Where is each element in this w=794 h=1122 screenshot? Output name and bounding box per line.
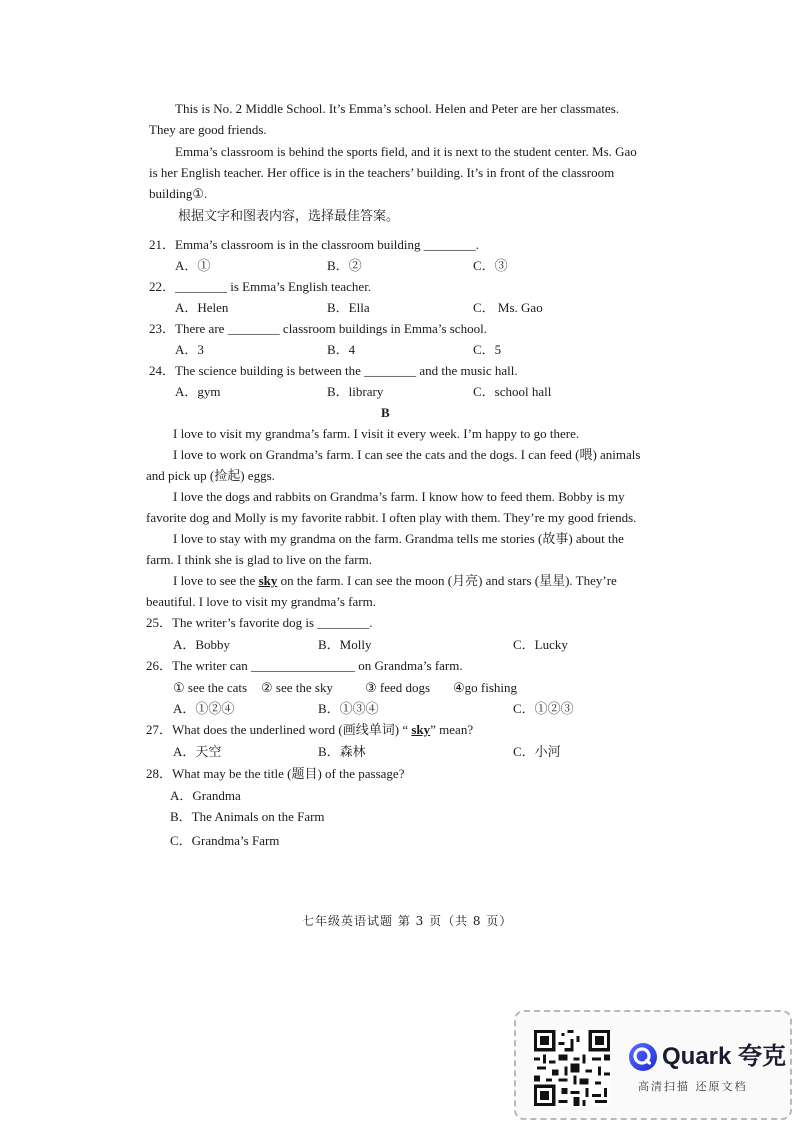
- option-c: C． Ms. Gao: [473, 300, 543, 315]
- option-a: A．3: [175, 342, 204, 357]
- passage-line: I love to visit my grandma’s farm. I visit it every week. I’m happy to go there.: [173, 426, 580, 441]
- option-b: B．Ella: [327, 300, 370, 315]
- question-stem: 23．There are ________ classroom buildings in Emma’s school.: [149, 321, 487, 336]
- question-stem: 24．The science building is between the ________ and the music hall.: [149, 363, 518, 378]
- option-a: A．①: [175, 258, 211, 273]
- question-stem: 28．What may be the title (题目) of the passage?: [146, 766, 405, 781]
- passage-line: building①.: [149, 186, 208, 201]
- option-a: A．天空: [173, 744, 222, 759]
- brand-name: Quark 夸克: [662, 1043, 787, 1070]
- choice-item: ② see the sky: [261, 680, 333, 695]
- brand-tagline: 高清扫描 还原文档: [638, 1080, 748, 1093]
- passage-line: Emma’s classroom is behind the sports field, and it is next to the student center. Ms. Gao: [175, 144, 637, 159]
- option-a: A．Bobby: [173, 637, 231, 652]
- choice-item: ① see the cats: [173, 680, 248, 695]
- instruction: 根据文字和图表内容，选择最佳答案。: [178, 209, 400, 224]
- scan-watermark: [514, 1010, 792, 1120]
- option-c: C．③: [473, 258, 508, 273]
- text-fragment: 27．What does the underlined word (画线单词) “: [146, 722, 412, 737]
- option-c: C．5: [473, 342, 502, 357]
- option-a: A．Grandma: [170, 788, 241, 803]
- passage-line: I love to stay with my grandma on the farm. Grandma tells me stories (故事) about the: [173, 531, 624, 546]
- question-stem: 26．The writer can ________________ on Grandma’s farm.: [146, 658, 463, 673]
- option-c: C．小河: [513, 744, 561, 759]
- passage-line: I love to work on Grandma’s farm. I can see the cats and the dogs. I can feed (喂) animals: [173, 447, 641, 462]
- passage-line: is her English teacher. Her office is in the teachers’ building. It’s in front of the classroom: [149, 165, 615, 180]
- underlined-word: sky: [411, 722, 431, 737]
- text-fragment: I love to see the: [173, 573, 259, 588]
- option-c: C．Grandma’s Farm: [170, 833, 280, 848]
- option-b: B．library: [327, 384, 384, 399]
- option-a: A．①②④: [173, 701, 235, 716]
- passage-line: This is No. 2 Middle School. It’s Emma’s school. Helen and Peter are her classmates.: [175, 101, 620, 116]
- page-footer: 七年级英语试题 第 3 页（共 8 页）: [302, 914, 513, 928]
- text-fragment: ” mean?: [430, 722, 474, 737]
- choice-item: ④go fishing: [453, 680, 518, 695]
- option-a: A．gym: [175, 384, 221, 399]
- option-a: A．Helen: [175, 300, 229, 315]
- option-b: B．①③④: [318, 701, 379, 716]
- option-c: C．Lucky: [513, 637, 568, 652]
- option-b: B．4: [327, 342, 356, 357]
- choice-item: ③ feed dogs: [365, 680, 431, 695]
- passage-line: farm. I think she is glad to live on the farm.: [146, 552, 373, 567]
- passage-line: They are good friends.: [149, 122, 267, 137]
- option-b: B．②: [327, 258, 362, 273]
- passage-line: and pick up (捡起) eggs.: [146, 468, 275, 483]
- passage-line: favorite dog and Molly is my favorite rabbit. I often play with them. They’re my good friends.: [146, 510, 637, 525]
- passage-line: [173, 572, 617, 590]
- text-fragment: on the farm. I can see the moon (月亮) and stars (星星). They’re: [277, 573, 617, 588]
- section-heading: B: [381, 405, 390, 420]
- question-stem: 21．Emma’s classroom is in the classroom building ________.: [149, 237, 480, 252]
- underlined-word: sky: [258, 573, 278, 588]
- quark-logo-icon: [628, 1042, 658, 1072]
- question-stem: [146, 721, 473, 739]
- option-b: B．The Animals on the Farm: [170, 809, 325, 824]
- question-stem: 22．________ is Emma’s English teacher.: [149, 279, 372, 294]
- option-c: C．school hall: [473, 384, 552, 399]
- passage-line: I love the dogs and rabbits on Grandma’s farm. I know how to feed them. Bobby is my: [173, 489, 625, 504]
- option-c: C．①②③: [513, 701, 574, 716]
- qr-code-icon: [534, 1030, 610, 1106]
- option-b: B．森林: [318, 744, 366, 759]
- question-stem: 25．The writer’s favorite dog is ________.: [146, 615, 373, 630]
- option-b: B．Molly: [318, 637, 372, 652]
- passage-line: beautiful. I love to visit my grandma’s farm.: [146, 594, 376, 609]
